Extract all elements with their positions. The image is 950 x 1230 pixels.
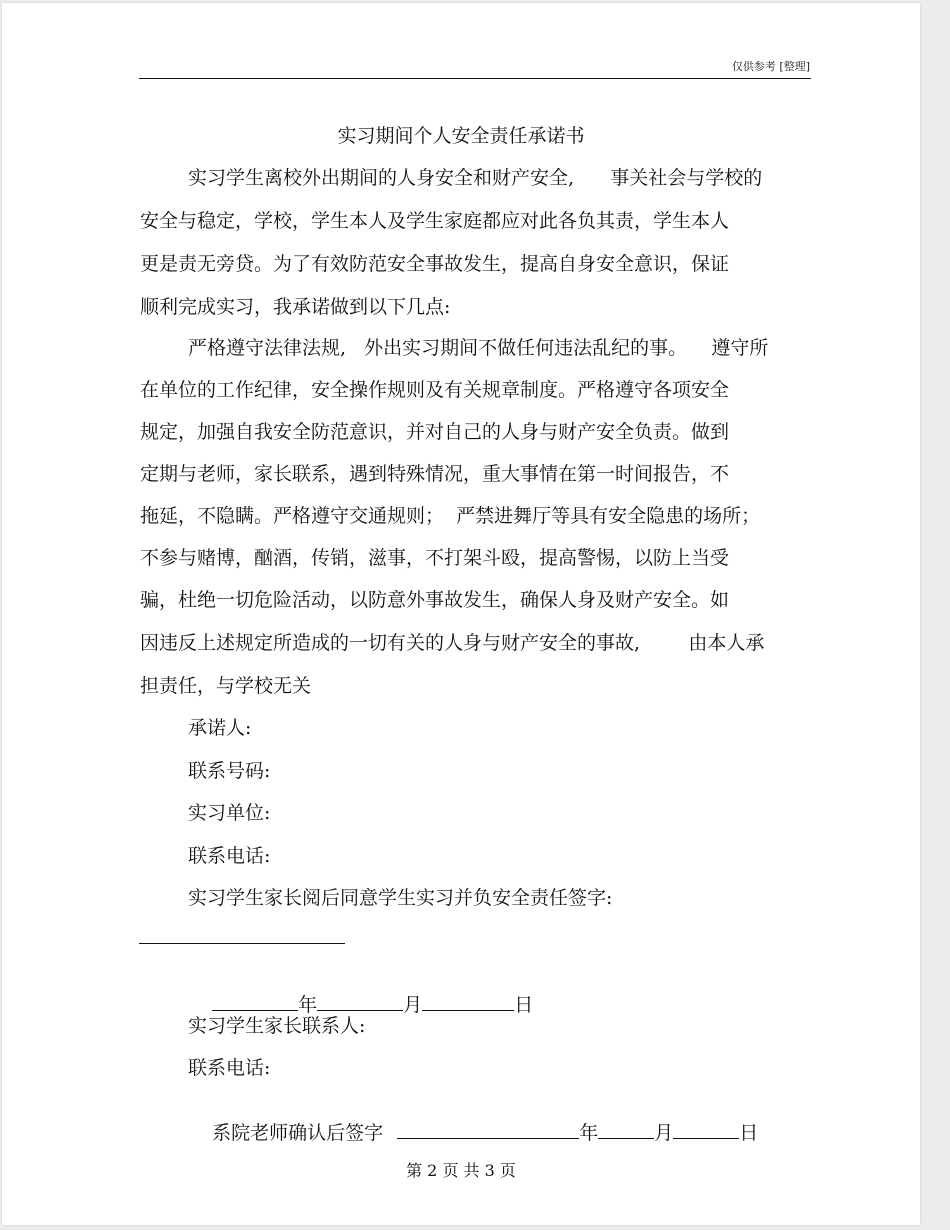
month-blank bbox=[317, 992, 403, 1011]
page-footer: 第 2 页 共 3 页 bbox=[406, 1161, 516, 1180]
para2-line-7: 骗，杜绝一切危险活动，以防意外事故发生，确保人身及财产安全。如 bbox=[140, 589, 730, 611]
teacher-day-label: 日 bbox=[739, 1122, 759, 1144]
teacher-month-blank bbox=[598, 1120, 654, 1139]
para2-line-2: 在单位的工作纪律，安全操作规则及有关规章制度。严格遵守各项安全 bbox=[140, 379, 730, 401]
teacher-sign-blank bbox=[397, 1120, 579, 1139]
teacher-sign-label: 系院老师确认后签字 bbox=[212, 1122, 384, 1144]
para2-line-8: 因违反上述规定所造成的一切有关的人身与财产安全的事故, 由本人承 bbox=[140, 632, 765, 654]
signature-line bbox=[139, 943, 345, 944]
para1-line-1: 实习学生离校外出期间的人身安全和财产安全, 事关社会与学校的 bbox=[188, 167, 763, 189]
teacher-day-blank bbox=[673, 1120, 739, 1139]
para2-line-4: 定期与老师，家长联系，遇到特殊情况，重大事情在第一时间报告，不 bbox=[140, 463, 730, 485]
para2-line-1: 严格遵守法律法规, 外出实习期间不做任何违法乱纪的事。 遵守所 bbox=[188, 337, 769, 359]
year-label: 年 bbox=[298, 994, 318, 1016]
teacher-year-label: 年 bbox=[579, 1122, 599, 1144]
document-page bbox=[2, 3, 920, 1225]
parent-contact-label: 实习学生家长联系人: bbox=[188, 1015, 366, 1037]
parent-sign-label: 实习学生家长阅后同意学生实习并负安全责任签字: bbox=[188, 887, 613, 909]
teacher-sign-line bbox=[188, 1096, 758, 1167]
month-label: 月 bbox=[403, 994, 423, 1016]
parent-phone-label: 联系电话: bbox=[188, 1057, 271, 1079]
internship-unit-label: 实习单位: bbox=[188, 802, 271, 824]
contact-phone-label: 联系电话: bbox=[188, 845, 271, 867]
contact-number-label: 联系号码: bbox=[188, 760, 271, 782]
promisor-label: 承诺人: bbox=[188, 717, 252, 739]
para1-line-4: 顺利完成实习，我承诺做到以下几点: bbox=[140, 296, 451, 318]
header-rule bbox=[139, 78, 811, 79]
para1-line-3: 更是责无旁贷。为了有效防范安全事故发生，提高自身安全意识，保证 bbox=[140, 253, 730, 275]
day-label: 日 bbox=[514, 994, 534, 1016]
day-blank bbox=[422, 992, 514, 1011]
document-title: 实习期间个人安全责任承诺书 bbox=[337, 125, 585, 147]
teacher-month-label: 月 bbox=[654, 1122, 674, 1144]
para2-line-3: 规定，加强自我安全防范意识，并对自己的人身与财产安全负责。做到 bbox=[140, 421, 730, 443]
para2-line-6: 不参与赌博，酗酒，传销，滋事，不打架斗殴，提高警惕，以防上当受 bbox=[140, 547, 730, 569]
para1-line-2: 安全与稳定，学校，学生本人及学生家庭都应对此各负其责，学生本人 bbox=[140, 210, 730, 232]
para2-line-5: 拖延，不隐瞒。严格遵守交通规则； 严禁进舞厅等具有安全隐患的场所； bbox=[140, 505, 761, 527]
para2-line-9: 担责任，与学校无关 bbox=[140, 675, 312, 697]
header-note: 仅供参考 [整理] bbox=[731, 60, 810, 73]
year-blank bbox=[212, 992, 298, 1011]
